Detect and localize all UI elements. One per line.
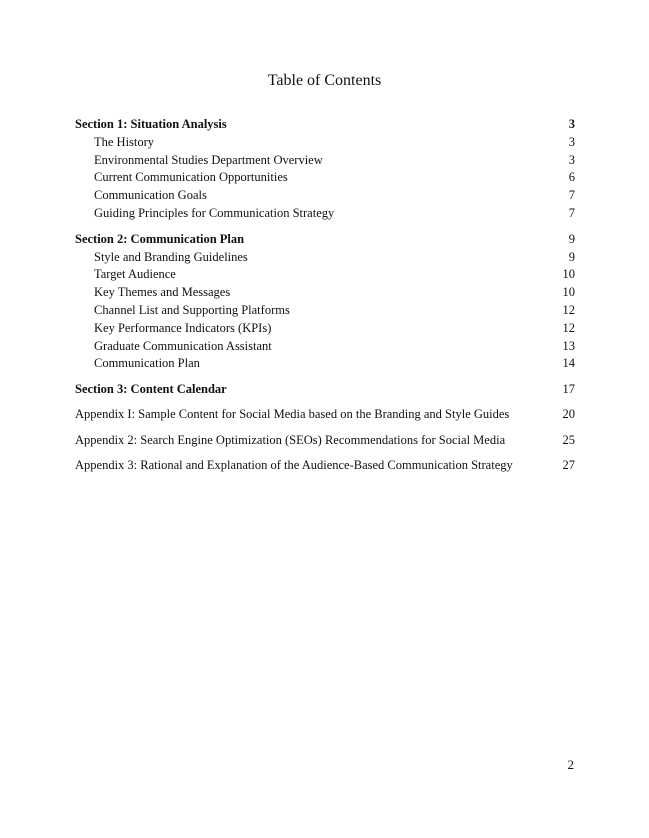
toc-item-page: 6	[568, 170, 575, 185]
toc-item[interactable]	[75, 355, 575, 373]
toc-item[interactable]	[75, 302, 575, 320]
toc-item[interactable]	[75, 134, 575, 152]
toc-appendix-label: Appendix I: Sample Content for Social Media based on the Branding and Style Guides	[75, 407, 510, 422]
page-number: 2	[567, 757, 574, 772]
toc-item-label: Current Communication Opportunities	[94, 170, 288, 185]
page-title: Table of Contents	[267, 72, 382, 89]
toc-item-label: The History	[94, 134, 155, 149]
toc-item-label: Environmental Studies Department Overview	[94, 152, 323, 167]
toc-section-page: 17	[562, 382, 575, 397]
toc-item-page: 13	[562, 338, 575, 353]
toc-section-page: 3	[568, 117, 575, 131]
toc-item-label: Communication Plan	[94, 356, 200, 371]
toc-appendix-label: Appendix 3: Rational and Explanation of the Audience-Based Communication Strategy	[75, 458, 513, 473]
toc-item-page: 7	[568, 205, 575, 220]
toc-section-label: Section 1: Situation Analysis	[75, 117, 227, 131]
toc-item-label: Style and Branding Guidelines	[94, 249, 248, 264]
toc-item-page: 10	[562, 267, 575, 282]
toc-item[interactable]	[75, 205, 575, 223]
toc-item-page: 12	[562, 320, 575, 335]
toc-item-label: Communication Goals	[94, 188, 207, 203]
toc-item[interactable]	[75, 284, 575, 302]
toc-item-page: 12	[562, 302, 575, 317]
toc-item-page: 14	[562, 356, 575, 371]
toc-item-page: 3	[568, 152, 575, 167]
toc-item-page: 3	[568, 134, 575, 149]
toc-appendix-1[interactable]	[75, 406, 575, 424]
toc-appendix-2[interactable]	[75, 432, 575, 450]
toc-item-page: 7	[568, 188, 575, 203]
toc-section-page: 9	[568, 231, 575, 246]
toc-section-label: Section 2: Communication Plan	[75, 231, 245, 246]
toc-appendix-page: 20	[562, 407, 575, 422]
toc-appendix-page: 27	[562, 458, 575, 473]
toc-section-1[interactable]	[75, 116, 575, 134]
toc-item[interactable]	[75, 152, 575, 170]
toc-section-2[interactable]	[75, 231, 575, 249]
toc-item[interactable]	[75, 266, 575, 284]
toc-section-3[interactable]	[75, 381, 575, 399]
toc-item-label: Key Performance Indicators (KPIs)	[94, 320, 272, 335]
toc-appendix-page: 25	[562, 432, 575, 447]
toc-item-label: Target Audience	[94, 267, 176, 282]
toc-item[interactable]	[75, 169, 575, 187]
toc-item-label: Key Themes and Messages	[94, 285, 231, 300]
toc-item[interactable]	[75, 320, 575, 338]
toc-item[interactable]	[75, 249, 575, 267]
toc-appendix-label: Appendix 2: Search Engine Optimization (SEOs) Recommendations for Social Media	[75, 432, 506, 447]
toc-item-page: 9	[568, 249, 575, 264]
toc-section-label: Section 3: Content Calendar	[75, 382, 227, 397]
toc-appendix-3[interactable]	[75, 457, 575, 475]
toc-item-label: Graduate Communication Assistant	[94, 338, 272, 353]
toc-item-page: 10	[562, 285, 575, 300]
toc-item[interactable]	[75, 187, 575, 205]
toc-item-label: Guiding Principles for Communication Strategy	[94, 205, 335, 220]
toc-item[interactable]	[75, 338, 575, 356]
toc-item-label: Channel List and Supporting Platforms	[94, 302, 290, 317]
table-of-contents	[75, 116, 575, 475]
